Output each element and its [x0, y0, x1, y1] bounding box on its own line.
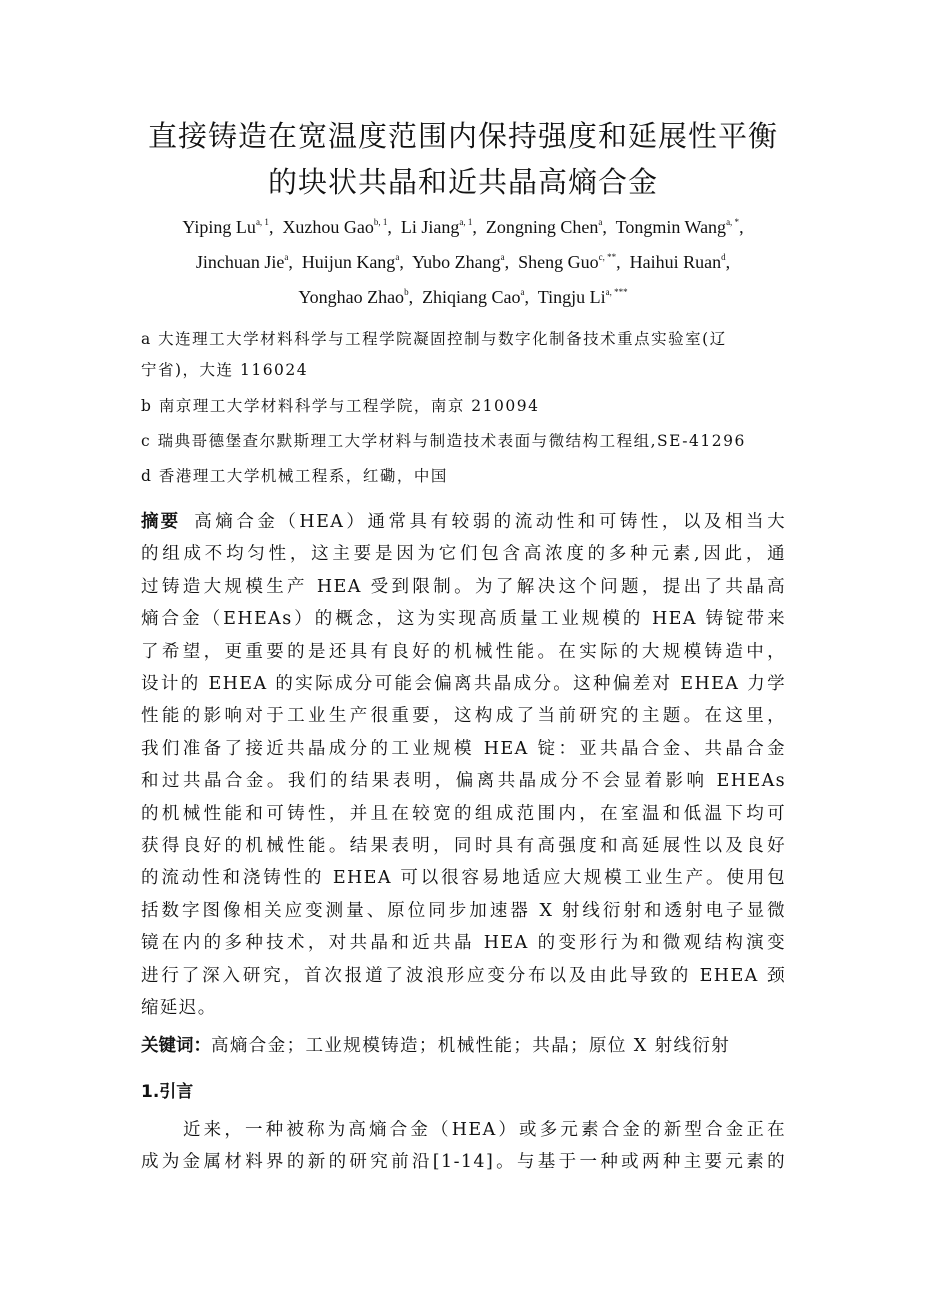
- author-separator: ,: [524, 287, 538, 307]
- abstract: [141, 506, 786, 1025]
- author-separator: ,: [504, 252, 519, 272]
- paper-title: [100, 113, 826, 205]
- abstract-line: [141, 668, 786, 700]
- author-affiliation-mark: a: [520, 287, 525, 297]
- author-name: Sheng Guo: [518, 252, 599, 272]
- abstract-line: [141, 960, 786, 992]
- abstract-label: 摘要: [141, 512, 181, 532]
- affiliation-line: d 香港理工大学机械工程系，红磡，中国: [141, 467, 448, 485]
- author-name: Jinchuan Jie: [195, 252, 285, 272]
- author-affiliation-mark: c, **: [598, 252, 617, 262]
- author-name: Zongning Chen: [485, 217, 599, 237]
- affiliation-line: b 南京理工大学材料科学与工程学院，南京 210094: [141, 397, 540, 415]
- keywords: [141, 1030, 786, 1062]
- abstract-text: 过铸造大规模生产 HEA 受到限制。为了解决这个问题，提出了共晶高: [141, 576, 786, 597]
- author-separator: ,: [268, 217, 283, 237]
- abstract-line: [141, 798, 786, 830]
- title-line-1: 直接铸造在宽温度范围内保持强度和延展性平衡: [147, 119, 778, 153]
- abstract-text: 性能的影响对于工业生产很重要，这构成了当前研究的主题。在这里，: [141, 706, 786, 727]
- author-affiliation-mark: a, 1: [255, 217, 269, 227]
- author-line: [110, 280, 816, 315]
- author-affiliation-mark: a: [500, 252, 505, 262]
- affiliation-line: c 瑞典哥德堡查尔默斯理工大学材料与制造技术表面与微结构工程组,SE-41296: [141, 432, 746, 450]
- abstract-line: [141, 765, 786, 797]
- author-affiliation-mark: d: [721, 252, 726, 262]
- author-name: Yonghao Zhao: [298, 287, 405, 307]
- abstract-line: [141, 830, 786, 862]
- abstract-text: 括数字图像相关应变测量、原位同步加速器 X 射线衍射和透射电子显微: [141, 900, 786, 921]
- author-name: Yubo Zhang: [412, 252, 501, 272]
- title-line-2: 的块状共晶和近共晶高熵合金: [267, 165, 658, 199]
- author-name: Yiping Lu: [182, 217, 256, 237]
- author-affiliation-mark: a: [284, 252, 289, 262]
- abstract-line: [141, 992, 786, 1024]
- abstract-line: [141, 895, 786, 927]
- abstract-line: [141, 733, 786, 765]
- author-separator: ,: [602, 217, 616, 237]
- author-name: Haihui Ruan: [629, 252, 722, 272]
- author-affiliation-mark: b: [404, 287, 409, 297]
- abstract-line: [141, 506, 786, 538]
- author-line: [110, 245, 816, 280]
- abstract-line: [141, 700, 786, 732]
- author-separator: ,: [739, 217, 744, 237]
- author-separator: ,: [616, 252, 630, 272]
- section-body: [141, 1114, 786, 1179]
- paragraph-line: 成为金属材料界的新的研究前沿[1-14]。与基于一种或两种主要元素的: [141, 1152, 786, 1173]
- abstract-line: [141, 927, 786, 959]
- author-list: [110, 210, 816, 315]
- author-separator: ,: [387, 217, 401, 237]
- author-affiliation-mark: a, *: [726, 217, 740, 227]
- abstract-text: 我们准备了接近共晶成分的工业规模 HEA 锭：亚共晶合金、共晶合金: [141, 738, 786, 759]
- abstract-text: 的流动性和浇铸性的 EHEA 可以很容易地适应大规模工业生产。使用包: [141, 868, 786, 889]
- author-affiliation-mark: a: [598, 217, 603, 227]
- abstract-line: [141, 571, 786, 603]
- abstract-text: 获得良好的机械性能。结果表明，同时具有高强度和高延展性以及良好: [141, 836, 786, 857]
- abstract-text: 的组成不均匀性，这主要是因为它们包含高浓度的多种元素,因此，通: [141, 544, 786, 565]
- affiliations: [141, 324, 791, 492]
- paragraph-line: 近来，一种被称为高熵合金（HEA）或多元素合金的新型合金正在: [183, 1120, 786, 1140]
- abstract-line: [141, 862, 786, 894]
- abstract-text: 镜在内的多种技术，对共晶和近共晶 HEA 的变形行为和微观结构演变: [141, 933, 786, 954]
- author-name: Tingju Li: [537, 287, 606, 307]
- affiliation-line: a 大连理工大学材料科学与工程学院凝固控制与数字化制备技术重点实验室(辽: [141, 330, 727, 348]
- author-separator: ,: [288, 252, 302, 272]
- author-name: Huijun Kang: [301, 252, 396, 272]
- abstract-text: 熵合金（EHEAs）的概念，这为实现高质量工业规模的 HEA 铸锭带来: [141, 609, 786, 630]
- section-heading: 1.引言: [141, 1082, 194, 1102]
- author-affiliation-mark: b, 1: [373, 217, 388, 227]
- author-affiliation-mark: a, ***: [605, 287, 628, 297]
- abstract-text: 高熵合金（HEA）通常具有较弱的流动性和可铸性，以及相当大: [194, 512, 786, 532]
- author-name: Zhiqiang Cao: [422, 287, 521, 307]
- affiliation-line: 宁省)，大连 116024: [141, 361, 309, 379]
- author-name: Tongmin Wang: [615, 217, 727, 237]
- abstract-line: [141, 636, 786, 668]
- author-separator: ,: [408, 287, 423, 307]
- abstract-text: 进行了深入研究，首次报道了波浪形应变分布以及由此导致的 EHEA 颈: [141, 965, 786, 986]
- abstract-line: [141, 603, 786, 635]
- author-separator: ,: [472, 217, 486, 237]
- abstract-line: [141, 538, 786, 570]
- author-line: [110, 210, 816, 245]
- keywords-label: 关键词：: [141, 1036, 211, 1056]
- author-name: Xuzhou Gao: [282, 217, 374, 237]
- author-affiliation-mark: a: [395, 252, 400, 262]
- author-separator: ,: [725, 252, 731, 272]
- abstract-text: 和过共晶合金。我们的结果表明，偏离共晶成分不会显着影响 EHEAs: [141, 771, 786, 792]
- keywords-text: 高熵合金；工业规模铸造；机械性能；共晶；原位 X 射线衍射: [211, 1036, 731, 1056]
- author-separator: ,: [399, 252, 413, 272]
- abstract-text: 的机械性能和可铸性，并且在较宽的组成范围内，在室温和低温下均可: [141, 803, 786, 824]
- abstract-text: 了希望，更重要的是还具有良好的机械性能。在实际的大规模铸造中，: [141, 641, 786, 662]
- author-affiliation-mark: a, 1: [459, 217, 473, 227]
- author-name: Li Jiang: [400, 217, 460, 237]
- abstract-text: 缩延迟。: [141, 998, 217, 1019]
- abstract-text: 设计的 EHEA 的实际成分可能会偏离共晶成分。这种偏差对 EHEA 力学: [141, 674, 786, 695]
